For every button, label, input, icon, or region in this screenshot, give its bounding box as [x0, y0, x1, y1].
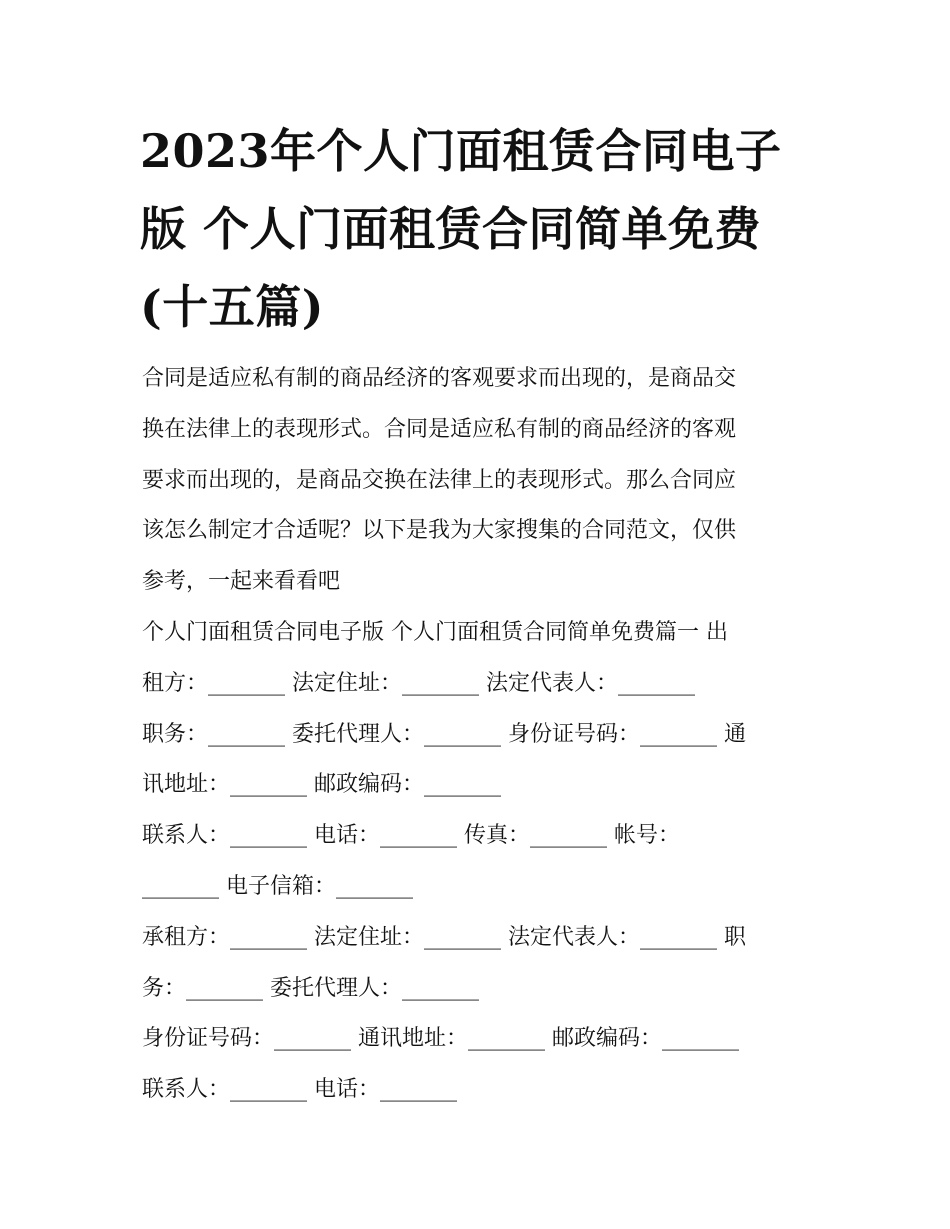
intro-paragraph — [142, 354, 822, 608]
body-line: 换在法律上的表现形式。合同是适应私有制的商品经济的客观 — [142, 416, 737, 442]
body-line: 租方：_______ 法定住址：_______ 法定代表人：_______ — [142, 670, 695, 696]
document-body — [142, 354, 822, 1116]
body-line: 讯地址：_______ 邮政编码：_______ — [142, 772, 501, 798]
contract-parties-section — [142, 608, 822, 1116]
body-line: 职务：_______ 委托代理人：_______ 身份证号码：_______ 通 — [142, 721, 746, 747]
body-line: 联系人：_______ 电话：_______ 传真：_______ 帐号： — [142, 823, 680, 849]
body-line: 要求而出现的，是商品交换在法律上的表现形式。那么合同应 — [142, 467, 737, 493]
body-line: 身份证号码：_______ 通讯地址：_______ 邮政编码：_______ — [142, 1026, 739, 1052]
title-line: 版 个人门面租赁合同简单免费 — [140, 202, 762, 256]
body-line: 参考，一起来看看吧 — [142, 569, 341, 595]
body-line: 合同是适应私有制的商品经济的客观要求而出现的，是商品交 — [142, 366, 737, 391]
body-line: 该怎么制定才合适呢？以下是我为大家搜集的合同范文，仅供 — [142, 518, 737, 544]
body-line: _______ 电子信箱：_______ — [142, 873, 413, 899]
title-line: (十五篇) — [140, 280, 325, 334]
body-line: 联系人：_______ 电话：_______ — [142, 1077, 457, 1103]
body-line: 个人门面租赁合同电子版 个人门面租赁合同简单免费篇一 出 — [142, 619, 728, 645]
document-title — [140, 112, 820, 346]
body-line: 务：_______ 委托代理人：_______ — [142, 975, 479, 1001]
body-line: 承租方：_______ 法定住址：_______ 法定代表人：_______ 职 — [142, 924, 746, 950]
title-line: 2023年个人门面租赁合同电子 — [140, 124, 782, 178]
